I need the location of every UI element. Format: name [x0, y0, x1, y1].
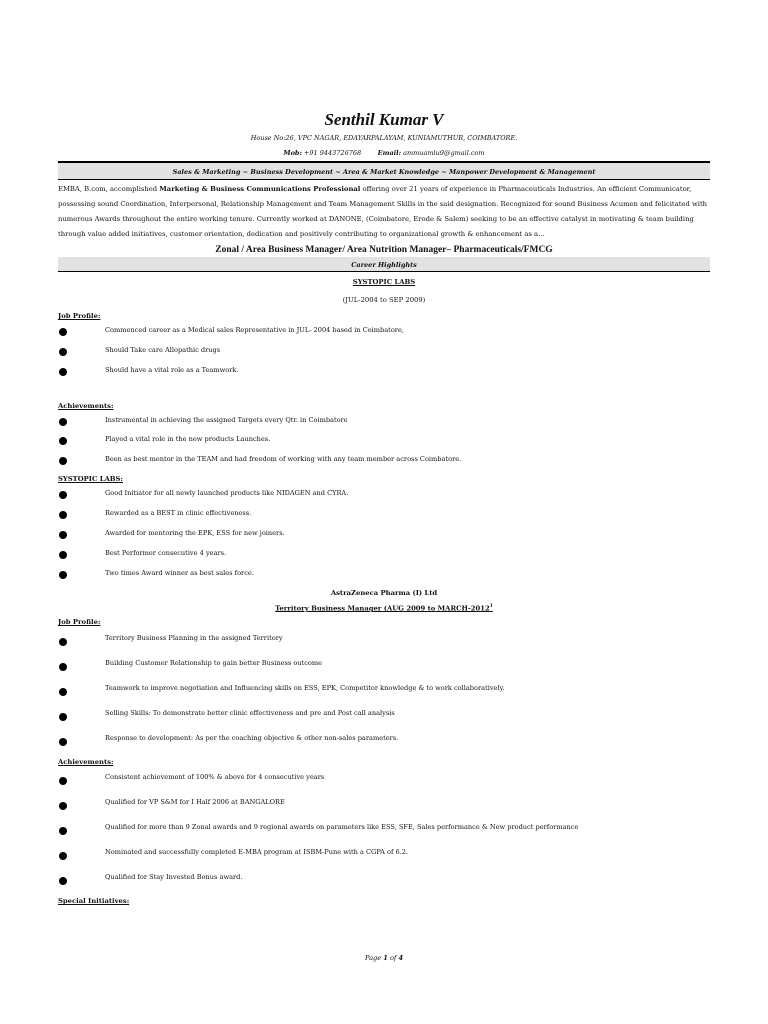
list-item: Awarded for mentoring the EPK, ESS for new joiners. [105, 529, 285, 537]
summary-intro: EMBA, B.com, accomplished [58, 185, 160, 193]
list-item: Response to development: As per the coaching objective & other non-sales parameters. [105, 734, 399, 742]
list-item: Two times Award winner as best sales force. [105, 569, 254, 577]
career-highlights-title: Career Highlights [351, 261, 417, 269]
list-item: Should have a vital role as a Teamwork. [105, 366, 239, 374]
list-item: Rewarded as a BEST in clinic effectiveness. [105, 509, 252, 517]
bullet [59, 638, 67, 646]
summary-bold: Marketing & Business Communications Professional [159, 185, 361, 193]
list-item: Good Initiator for all newly launched products like NIDAGEN and CYRA. [105, 489, 349, 497]
list-item: Been as best mentor in the TEAM and had freedom of working with any team member across Coimbatore. [105, 455, 462, 463]
list-item: Selling Skills: To demonstrate better clinic effectiveness and pre and Post call analysis [105, 709, 395, 717]
career-rule [58, 271, 710, 272]
page-total: 4 [398, 954, 404, 962]
bullet [59, 368, 67, 376]
header-rule-bottom [58, 179, 710, 180]
bullet [59, 418, 67, 426]
bullet [59, 777, 67, 785]
list-item: Qualified for VP S&M for I Half 2006 at BANGALORE [105, 798, 285, 806]
list-item: Consistent achievement of 100% & above for 4 consecutive years [105, 773, 325, 781]
company2-role-text: Territory Business Manager (AUG 2009 to MARCH-2012 [275, 604, 490, 613]
list-item: Best Performer consecutive 4 years. [105, 549, 227, 557]
bullet [59, 551, 67, 559]
bullet [59, 437, 67, 445]
page-footer [0, 954, 768, 962]
list-item: Should Take care Allopathic drugs [105, 346, 221, 354]
headline: Zonal / Area Business Manager/ Area Nutrition Manager– Pharmaceuticals/FMCG [215, 245, 553, 255]
list-item: Played a vital role in the new products Launches. [105, 435, 271, 443]
address: House No:26, VPC NAGAR, EDAYARPALAYAM, KUNIAMUTHUR, COIMBATORE. [250, 134, 518, 142]
page-number: 1 [383, 954, 388, 962]
list-item: Qualified for more than 9 Zonal awards and 9 regional awards on parameters like ESS, SFE, Sales performance & New product performance [105, 823, 579, 831]
special-initiatives-heading: Special Initiatives: [58, 897, 130, 905]
bullet [59, 491, 67, 499]
bullet [59, 827, 67, 835]
list-item: Territory Business Planning in the assigned Territory [105, 634, 283, 642]
bullet [59, 348, 67, 356]
bullet [59, 457, 67, 465]
list-item: Commenced career as a Medical sales Representative in JUL- 2004 based in Coimbatore, [105, 326, 404, 334]
list-item: Qualified for Stay Invested Bonus award. [105, 873, 243, 881]
profile-summary [58, 182, 710, 242]
bullet [59, 571, 67, 579]
company2-role [0, 604, 768, 612]
summary-body: offering over 21 years of experience in Pharmaceuticals Industries. An efficient Communicator, possessing sound Coordination, Interpersonal, Relationship Management and Team Management Skills in the said designation. Recognized for sound Business Acumen and felicitated with numerous Awards throughout the entire working tenure. Currently worked at DANONE, (Coimbatore, Erode & Salem) seeking to be an effective catalyst in motivating & team building through value added initiatives, customer orientation, dedication and positively contributing to organizational growth & enhancement as a... [58, 185, 708, 238]
expertise-line: Sales & Marketing ~ Business Development ~ Area & Market Knowledge ~ Manpower Development & Management [172, 168, 596, 176]
list-item: Nominated and successfully completed E-MBA program at ISBM-Pune with a CGPA of 6.2. [105, 848, 409, 856]
bullet [59, 328, 67, 336]
achievements-heading-2: Achievements: [58, 758, 114, 766]
bullet [59, 511, 67, 519]
bullet [59, 877, 67, 885]
job-profile-heading-1: Job Profile: [58, 312, 101, 320]
achievements-heading-1: Achievements: [58, 402, 114, 410]
bullet [59, 852, 67, 860]
bullet [59, 531, 67, 539]
mob-label: Mob: [283, 149, 302, 157]
systopic-labs-heading: SYSTOPIC LABS: [58, 475, 123, 483]
candidate-name: Senthil Kumar V [324, 110, 444, 129]
page-prefix: Page [364, 954, 384, 962]
company2-name: AstraZeneca Pharma (I) Ltd [330, 589, 438, 597]
email-value: ammuamlu9@gmail.com [403, 149, 485, 157]
bullet [59, 802, 67, 810]
list-item: Building Customer Relationship to gain better Business outcome [105, 659, 323, 667]
footnote-marker: 1 [489, 604, 493, 609]
bullet [59, 738, 67, 746]
mob-value: +91 9443726768 [303, 149, 362, 157]
bullet [59, 713, 67, 721]
contact-line [0, 149, 768, 157]
page-mid: of [387, 954, 399, 962]
list-item: Teamwork to improve negotiation and Influencing skills on ESS, EPK, Competitor knowledge & to work collaboratively. [105, 684, 505, 692]
bullet [59, 688, 67, 696]
company1-name: SYSTOPIC LABS [352, 278, 416, 286]
company1-dates: (JUL-2004 to SEP 2009) [342, 296, 426, 304]
bullet [59, 663, 67, 671]
list-item: Instrumental in achieving the assigned Targets every Qtr. in Coimbatore [105, 416, 348, 424]
job-profile-heading-2: Job Profile: [58, 618, 101, 626]
email-label: Email: [377, 149, 402, 157]
